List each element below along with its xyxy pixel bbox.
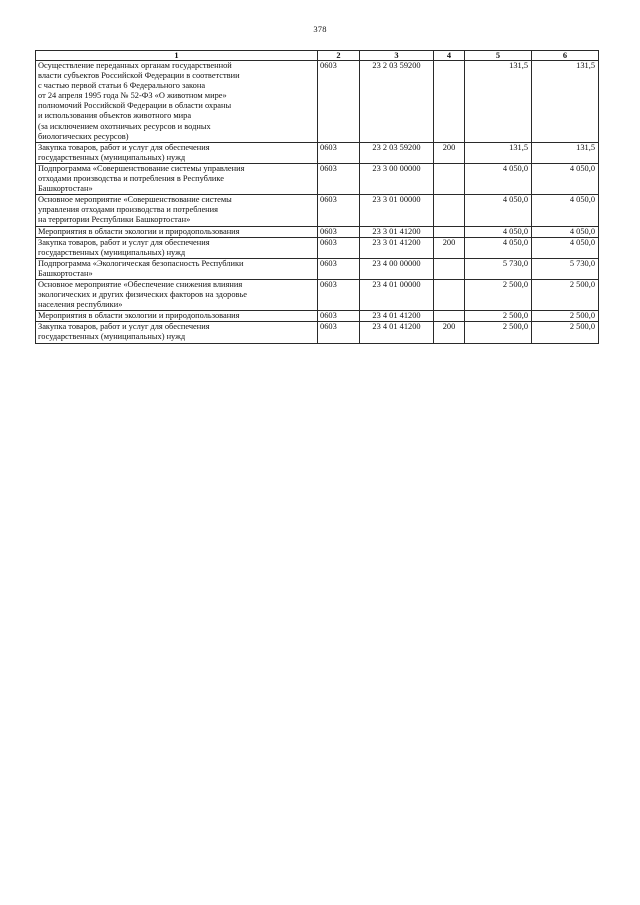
budget-table-container (35, 50, 598, 344)
row-name-cell: Закупка товаров, работ и услуг для обеспечения государственных (муниципальных) нужд (36, 142, 318, 163)
row-c3-cell: 23 4 01 41200 (360, 311, 434, 322)
column-header: 2 (318, 51, 360, 61)
row-c4-cell (434, 311, 465, 322)
row-c4-cell: 200 (434, 322, 465, 343)
page-number: 378 (313, 24, 327, 34)
row-c6-cell: 4 050,0 (532, 226, 599, 237)
table-row (36, 226, 599, 237)
row-c2-cell: 0603 (318, 61, 360, 143)
row-c4-cell (434, 195, 465, 226)
row-c3-cell: 23 3 01 41200 (360, 237, 434, 258)
row-c6-cell: 4 050,0 (532, 195, 599, 226)
table-header-row (36, 51, 599, 61)
table-row (36, 311, 599, 322)
row-c6-cell: 2 500,0 (532, 322, 599, 343)
row-c3-cell: 23 2 03 59200 (360, 142, 434, 163)
row-c2-cell: 0603 (318, 163, 360, 194)
table-row (36, 142, 599, 163)
row-c3-cell: 23 3 01 41200 (360, 226, 434, 237)
row-c6-cell: 131,5 (532, 142, 599, 163)
column-header: 6 (532, 51, 599, 61)
column-header: 1 (36, 51, 318, 61)
row-c5-cell: 4 050,0 (465, 226, 532, 237)
table-row (36, 237, 599, 258)
row-c6-cell: 4 050,0 (532, 163, 599, 194)
row-c3-cell: 23 4 00 00000 (360, 258, 434, 279)
row-c2-cell: 0603 (318, 311, 360, 322)
budget-table (35, 50, 599, 344)
column-header: 3 (360, 51, 434, 61)
row-c5-cell: 2 500,0 (465, 279, 532, 310)
row-c5-cell: 131,5 (465, 61, 532, 143)
row-c3-cell: 23 2 03 59200 (360, 61, 434, 143)
row-c4-cell: 200 (434, 237, 465, 258)
column-header: 5 (465, 51, 532, 61)
table-row (36, 322, 599, 343)
row-c6-cell: 2 500,0 (532, 311, 599, 322)
row-c2-cell: 0603 (318, 322, 360, 343)
row-c3-cell: 23 3 01 00000 (360, 195, 434, 226)
row-c2-cell: 0603 (318, 237, 360, 258)
row-c4-cell (434, 279, 465, 310)
row-c4-cell (434, 226, 465, 237)
row-name-cell: Подпрограмма «Совершенствование системы управления отходами производства и потребления в Республике Башкортостан» (36, 163, 318, 194)
row-c5-cell: 2 500,0 (465, 311, 532, 322)
row-name-cell: Мероприятия в области экологии и природопользования (36, 226, 318, 237)
row-c5-cell: 4 050,0 (465, 163, 532, 194)
table-row (36, 279, 599, 310)
row-c2-cell: 0603 (318, 258, 360, 279)
row-c6-cell: 131,5 (532, 61, 599, 143)
row-c6-cell: 5 730,0 (532, 258, 599, 279)
row-c6-cell: 2 500,0 (532, 279, 599, 310)
row-c4-cell (434, 163, 465, 194)
row-c3-cell: 23 3 00 00000 (360, 163, 434, 194)
row-c4-cell (434, 61, 465, 143)
row-name-cell: Осуществление переданных органам государственной власти субъектов Российской Федерации в соответствии с частью первой статьи 6 Федерального закона от 24 апреля 1995 года № 52-ФЗ «О животном мире» полномочий Российской Федерации в области охраны и использования объектов животного мира (за исключением охотничьих ресурсов и водных биологических ресурсов) (36, 61, 318, 143)
row-c6-cell: 4 050,0 (532, 237, 599, 258)
table-row (36, 195, 599, 226)
row-c2-cell: 0603 (318, 142, 360, 163)
row-name-cell: Подпрограмма «Экологическая безопасность Республики Башкортостан» (36, 258, 318, 279)
row-c5-cell: 4 050,0 (465, 237, 532, 258)
row-name-cell: Мероприятия в области экологии и природопользования (36, 311, 318, 322)
row-c2-cell: 0603 (318, 226, 360, 237)
row-name-cell: Основное мероприятие «Совершенствование системы управления отходами производства и потребления на территории Республики Башкортостан» (36, 195, 318, 226)
table-row (36, 258, 599, 279)
row-c2-cell: 0603 (318, 195, 360, 226)
row-c2-cell: 0603 (318, 279, 360, 310)
row-c4-cell (434, 258, 465, 279)
row-c5-cell: 2 500,0 (465, 322, 532, 343)
row-c3-cell: 23 4 01 41200 (360, 322, 434, 343)
row-c5-cell: 5 730,0 (465, 258, 532, 279)
row-name-cell: Закупка товаров, работ и услуг для обеспечения государственных (муниципальных) нужд (36, 322, 318, 343)
row-c3-cell: 23 4 01 00000 (360, 279, 434, 310)
row-name-cell: Закупка товаров, работ и услуг для обеспечения государственных (муниципальных) нужд (36, 237, 318, 258)
row-c4-cell: 200 (434, 142, 465, 163)
row-c5-cell: 131,5 (465, 142, 532, 163)
table-row (36, 163, 599, 194)
row-c5-cell: 4 050,0 (465, 195, 532, 226)
column-header: 4 (434, 51, 465, 61)
row-name-cell: Основное мероприятие «Обеспечение снижения влияния экологических и других физических факторов на здоровье населения республики» (36, 279, 318, 310)
table-row (36, 61, 599, 143)
